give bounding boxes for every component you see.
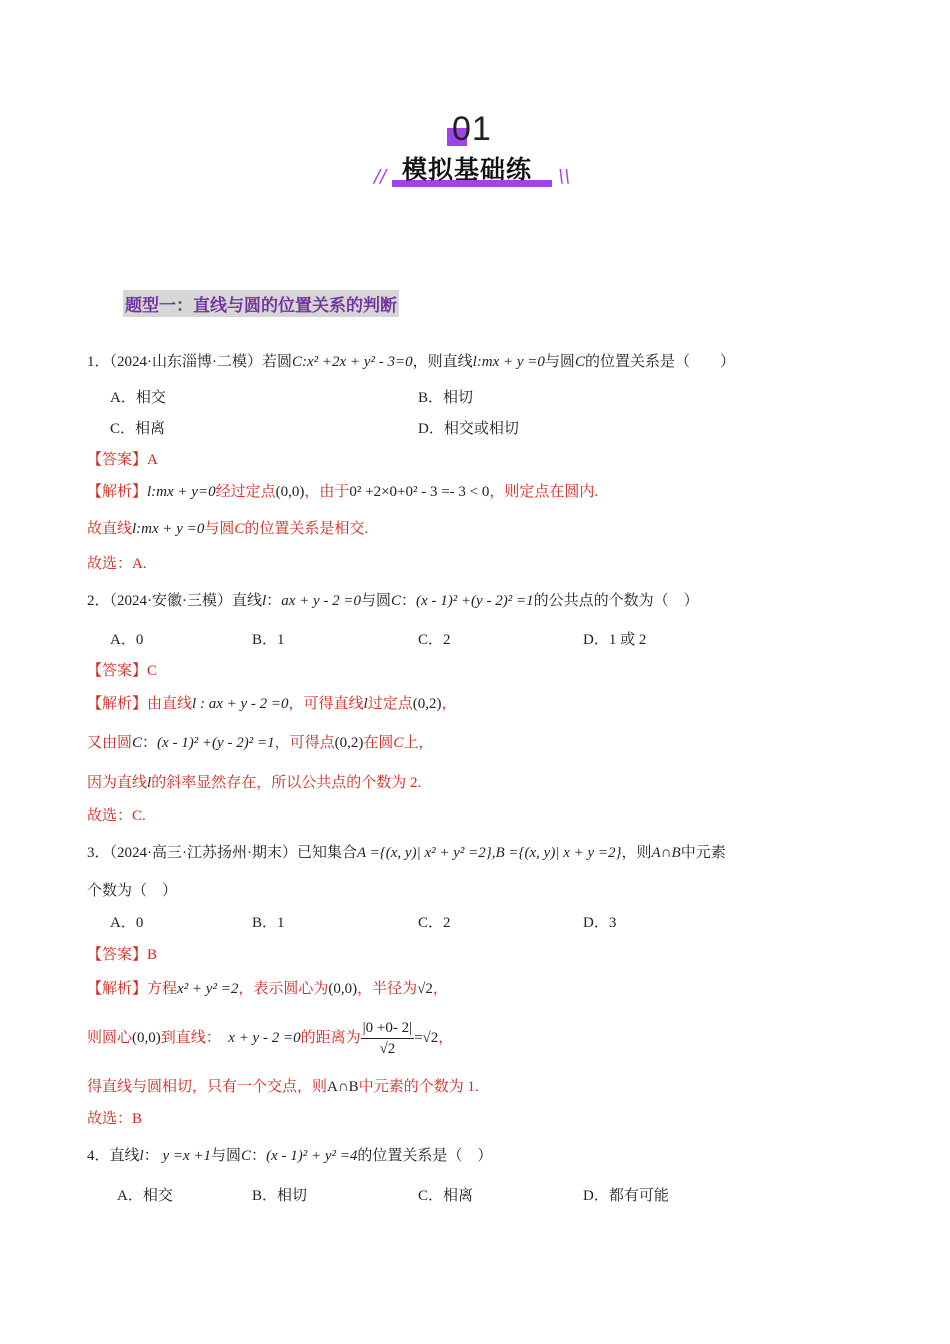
q1-c: C [574,354,585,370]
q4-c: C [241,1148,252,1164]
q1-line-eq: l:mx + y =0 [472,354,545,370]
q3-sol1-a: 方程 [147,981,178,997]
q1-sol1-c: ，则定点在圆内. [489,484,599,500]
q1-option-b: B．相切 [418,390,474,406]
q2-answer-value: C [147,663,158,679]
q1-sol1-pt: (0,0) [275,484,305,500]
q3-fraction-numerator: |0 +0- 2| [361,1018,414,1039]
q1-sol1-eq: l:mx + y=0 [147,484,216,500]
q2-analysis-line3 [87,773,421,793]
q3-stem-a: 3．（2024·高三·江苏扬州·期末）已知集合 [87,845,357,861]
q3-sol2-pt: (0,0) [132,1029,161,1046]
q3-sol1-d: ， [432,981,448,997]
q2-sol2-colon: ： [142,735,158,751]
q2-sol1-a: 由直线 [147,696,193,712]
q1-stem-d: 的位置关系是（ ） [584,354,735,370]
q2-sol2-eq: (x - 1)² +(y - 2)² =1 [157,735,275,751]
q3-sol2-c: 的距离为 [300,1029,361,1046]
header-number: 01 [452,110,492,148]
q4-circle-eq: (x - 1)² + y² =4 [266,1148,358,1164]
q1-circle-eq: C:x² +2x + y² - 3=0 [292,354,413,370]
q3-sol2-b: 到直线： [160,1029,221,1046]
q2-sol1-eq: l : ax + y - 2 =0 [192,696,289,712]
q3-inter: A∩B [651,845,681,861]
q2-sol2-b: ，可得点 [274,735,335,751]
q3-option-a: A．0 [110,915,144,931]
q3-fraction-denominator: √2 [379,1041,396,1057]
q3-stem-line2: 个数为（ ） [87,883,178,899]
q4-stem-c: 的位置关系是（ ） [357,1148,493,1164]
q2-sol2-e: C [393,735,404,751]
header-title: 模拟基础练 [402,155,533,184]
q3-distance-fraction [361,1018,414,1059]
q1-analysis-label: 【解析】 [87,484,148,500]
q2-option-c: C．2 [418,632,451,648]
q2-l: l [262,593,267,609]
q3-stem-b: ，则 [621,845,652,861]
q2-stem-c: 的公共点的个数为（ ） [533,593,699,609]
q2-line-eq: ax + y - 2 =0 [281,593,361,609]
q1-stem-b: ，则直线 [412,354,473,370]
q2-circle-eq: (x - 1)² +(y - 2)² =1 [416,593,534,609]
q2-colon: ： [266,593,282,609]
q1-sol1-calc: 0² +2×0+0² - 3 =- 3 < 0 [349,484,490,500]
q2-sol3-l: l [147,775,152,791]
q4-option-a: A．相交 [117,1188,173,1204]
q1-analysis-line1 [87,482,598,502]
q4-colon: ： [143,1148,159,1164]
q1-answer-label: 【答案】 [87,452,148,468]
header-slash-left: // [374,166,387,187]
q2-c: C [391,593,402,609]
q1-stem [87,352,735,372]
q3-option-b: B．1 [252,915,285,931]
q3-answer-value: B [147,947,158,963]
q3-sol1-pt: (0,0) [328,981,358,997]
q2-sol1-b: ，可得直线 [288,696,364,712]
q3-sol3-a: 得直线与圆相切，只有一个交点，则 [87,1079,328,1095]
q2-stem-a: 2．（2024·安徽·三模）直线 [87,593,262,609]
q3-sol2-d: ， [438,1029,454,1046]
q3-option-c: C．2 [418,915,451,931]
q3-sol3-i: A∩B [327,1079,359,1095]
q3-analysis-label: 【解析】 [87,981,148,997]
q3-sol3-b: 中元素的个数为 1. [358,1079,479,1095]
q2-analysis-label: 【解析】 [87,696,148,712]
q4-colon2: ： [251,1148,267,1164]
q1-answer-value: A [147,452,158,468]
q2-stem [87,591,699,611]
q2-sol1-pt: (0,2) [412,696,442,712]
q1-stem-c: 与圆 [544,354,575,370]
q3-answer [87,945,157,965]
q2-sol1-d: ， [441,696,457,712]
q4-stem-b: 与圆 [211,1148,242,1164]
q2-stem-b: 与圆 [361,593,392,609]
q2-analysis-line1 [87,694,456,714]
header-slash-right: \\ [558,166,571,187]
q2-option-a: A．0 [110,632,144,648]
q3-set-a: A ={(x, y)| x² + y² =2} [357,845,492,861]
q2-sol2-c: C [132,735,143,751]
q1-sol2-b: 与圆 [204,521,235,537]
q3-choose: 故选：B [87,1111,143,1127]
q4-option-b: B．相切 [252,1188,308,1204]
q2-sol2-pt: (0,2) [334,735,364,751]
q4-l: l [139,1148,144,1164]
q3-sol2-eq: x + y - 2 =0 [228,1029,301,1046]
q2-answer [87,661,157,681]
q1-answer [87,450,158,470]
q1-sol2-c: C [234,521,245,537]
q3-analysis-line2 [87,1018,453,1059]
q3-sol2-a: 则圆心 [87,1029,133,1046]
q1-sol2-eq: l:mx + y =0 [132,521,205,537]
q1-analysis-line2 [87,519,368,539]
q4-stem [87,1146,492,1166]
q1-option-a: A．相交 [110,390,166,406]
section-title: 题型一：直线与圆的位置关系的判断 [123,290,399,317]
q1-sol1-b: ，由于 [304,484,350,500]
q2-answer-label: 【答案】 [87,663,148,679]
q1-choose: 故选：A. [87,556,147,572]
q2-sol2-a: 又由圆 [87,735,133,751]
q3-answer-label: 【答案】 [87,947,148,963]
q3-sol2-res: =√2 [414,1029,439,1046]
q3-option-d: D．3 [583,915,617,931]
q2-option-b: B．1 [252,632,285,648]
q2-sol1-l: l [363,696,368,712]
q2-sol2-d: 在圆 [363,735,394,751]
q3-sol1-c: ，半径为 [357,981,418,997]
q2-colon2: ： [401,593,417,609]
q3-stem-c: 中元素 [680,845,726,861]
q3-set-b: B ={(x, y)| x + y =2} [495,845,622,861]
q3-analysis-line1 [87,979,448,999]
q3-analysis-line3 [87,1077,479,1097]
q1-stem-a: 1．（2024·山东淄博·二模）若圆 [87,354,292,370]
q3-stem-line1 [87,843,726,863]
q3-sol1-r: √2 [417,981,433,997]
q2-sol3-b: 的斜率显然存在，所以公共点的个数为 2. [151,775,422,791]
q2-sol3-a: 因为直线 [87,775,148,791]
q3-sol1-eq: x² + y² =2 [177,981,239,997]
q2-choose: 故选：C. [87,808,146,824]
q4-option-d: D．都有可能 [583,1188,669,1204]
q2-sol2-f: 上， [403,735,434,751]
q2-sol1-c: 过定点 [367,696,413,712]
q1-sol2-a: 故直线 [87,521,133,537]
q4-line-eq: y =x +1 [162,1148,212,1164]
q1-option-d: D．相交或相切 [418,421,519,437]
q2-analysis-line2 [87,733,433,753]
q1-sol2-d: 的位置关系是相交. [244,521,369,537]
q1-sol1-a: 经过定点 [215,484,276,500]
q3-sol1-b: ，表示圆心为 [238,981,329,997]
q3-comma: , [491,845,496,861]
q4-stem-a: 4．直线 [87,1148,140,1164]
q2-option-d: D．1 或 2 [583,632,647,648]
q1-option-c: C．相离 [110,421,166,437]
q4-option-c: C．相离 [418,1188,474,1204]
